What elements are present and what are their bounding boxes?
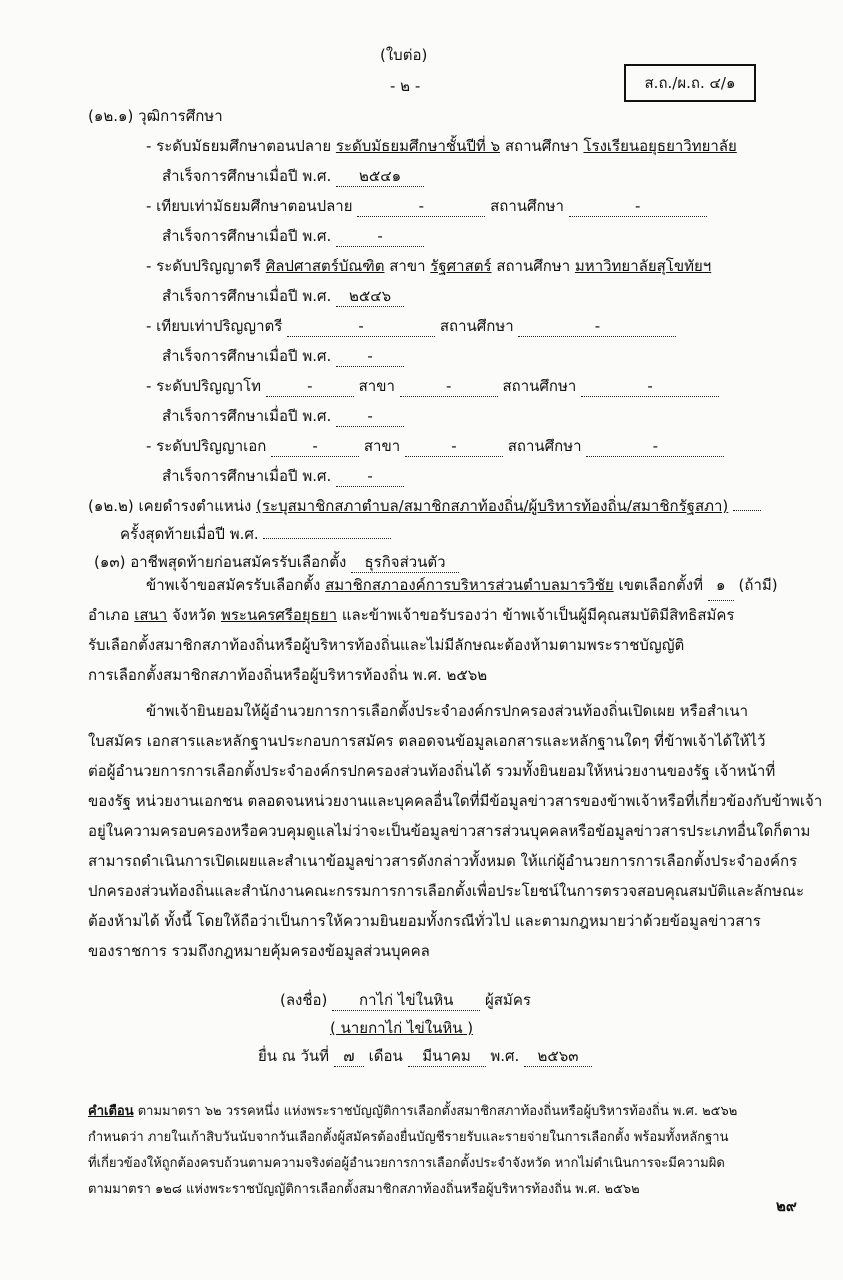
declaration-amphoe: เสนา <box>134 606 168 624</box>
secondary-row <box>146 136 737 156</box>
major-label: สาขา <box>389 257 426 275</box>
warning-line-4: ตามมาตรา ๑๒๘ แห่งพระราชบัญญัติการเลือกตั้งสมาชิกสภาท้องถิ่นหรือผู้บริหารท้องถิ่น พ.ศ. ๒๕๖๒ <box>88 1182 640 1197</box>
master-major: - <box>400 376 498 397</box>
bachelor-equiv-year: - <box>336 346 404 367</box>
institution-label: สถานศึกษา <box>490 197 564 215</box>
warning-line-2: กำหนดว่า ภายในเก้าสิบวันนับจากวันเลือกตั้งผู้สมัครต้องยื่นบัญชีรายรับและรายจ่ายในการเลือกตั้ง พร้อมทั้งหลักฐาน <box>88 1130 729 1145</box>
consent-line: ของรัฐ หน่วยงานเอกชน ตลอดจนหน่วยงานและบุคคลอื่นใดที่มีข้อมูลข่าวสารของข้าพเจ้าหรือที่เกี่ยวข้องกับข้าพเจ้า <box>88 792 823 810</box>
position-row <box>88 496 761 516</box>
secondary-year-row <box>162 166 424 187</box>
secondary-institution-label: สถานศึกษา <box>504 137 579 155</box>
secondary-equiv-institution: - <box>569 196 707 217</box>
declaration-district-no: ๑ <box>708 570 734 601</box>
consent-line: ของราชการ รวมถึงกฎหมายคุ้มครองข้อมูลส่วนบุคคล <box>88 942 430 960</box>
warning-label: คำเตือน <box>88 1104 134 1119</box>
education-heading: (๑๒.๑) วุฒิการศึกษา <box>88 107 223 125</box>
year-label: พ.ศ. <box>490 1047 520 1065</box>
doctorate-year: - <box>336 466 404 487</box>
master-degree: - <box>266 376 354 397</box>
bachelor-equiv-value: - <box>287 316 435 337</box>
institution-label: สถานศึกษา <box>496 257 571 275</box>
institution-label: สถานศึกษา <box>502 377 577 395</box>
declaration-text: อำเภอ <box>88 606 130 624</box>
year-label: สำเร็จการศึกษาเมื่อปี พ.ศ. <box>162 167 332 185</box>
signer-full-name <box>330 1018 473 1038</box>
bachelor-row <box>146 256 711 276</box>
consent-line: อยู่ในความครอบครองหรือควบคุมดูแลไม่ว่าจะเป็นข้อมูลข่าวสารส่วนบุคคลหรือข้อมูลข่าวสารประเภทอื่นใดก็ตาม <box>88 822 811 840</box>
declaration-text: เขตเลือกตั้งที่ <box>618 576 703 594</box>
declaration-line-3: รับเลือกตั้งสมาชิกสภาท้องถิ่นหรือผู้บริหารท้องถิ่นและไม่มีลักษณะต้องห้ามตามพระราชบัญญัติ <box>88 636 685 654</box>
master-year-row <box>162 406 404 427</box>
secondary-year: ๒๕๔๑ <box>336 166 424 187</box>
consent-line: สามารถดำเนินการเปิดเผยและสำเนาข้อมูลข่าวสารดังกล่าวทั้งหมด ให้แก่ผู้อำนวยการการเลือกตั้งประจำองค์กร <box>88 852 798 870</box>
master-institution: - <box>581 376 719 397</box>
consent-line: ใบสมัคร เอกสารและหลักฐานประกอบการสมัคร ตลอดจนข้อมูลเอกสารและหลักฐานใดๆ ที่ข้าพเจ้าได้ให้ไว้ <box>88 732 766 750</box>
position-last-year-label: ครั้งสุดท้ายเมื่อปี พ.ศ. <box>120 525 259 543</box>
consent-line: ข้าพเจ้ายินยอมให้ผู้อำนวยการการเลือกตั้งประจำองค์กรปกครองส่วนท้องถิ่นเปิดเผย หรือสำเนา <box>146 702 749 720</box>
declaration-line-4: การเลือกตั้งสมาชิกสภาท้องถิ่นหรือผู้บริหารท้องถิ่น พ.ศ. ๒๕๖๒ <box>88 666 488 684</box>
declaration-text: ข้าพเจ้าขอสมัครรับเลือกตั้ง <box>146 576 321 594</box>
submission-day: ๗ <box>334 1046 364 1067</box>
bachelor-equiv-year-row <box>162 346 404 367</box>
signature-text: กาไก่ ไข่ในหิน <box>332 990 480 1011</box>
master-year: - <box>336 406 404 427</box>
secondary-equiv-value: - <box>357 196 485 217</box>
submission-month: มีนาคม <box>408 1046 486 1067</box>
doctorate-year-row <box>162 466 404 487</box>
continued-label: (ใบต่อ) <box>380 46 428 64</box>
bachelor-year: ๒๕๔๖ <box>336 286 404 307</box>
doctorate-major: - <box>405 436 503 457</box>
occupation-value: ธุรกิจส่วนตัว <box>351 552 459 573</box>
month-label: เดือน <box>368 1047 403 1065</box>
bachelor-equiv-row <box>146 316 676 337</box>
doctorate-degree: - <box>271 436 359 457</box>
institution-label: สถานศึกษา <box>507 437 582 455</box>
year-label: สำเร็จการศึกษาเมื่อปี พ.ศ. <box>162 467 332 485</box>
secondary-equiv-year: - <box>336 226 424 247</box>
position-blank <box>733 510 761 511</box>
year-label: สำเร็จการศึกษาเมื่อปี พ.ศ. <box>162 347 332 365</box>
secondary-institution: โรงเรียนอยุธยาวิทยาลัย <box>583 137 737 155</box>
position-heading: (๑๒.๒) เคยดำรงตำแหน่ง <box>88 497 252 515</box>
bachelor-label: - ระดับปริญญาตรี <box>146 257 261 275</box>
declaration-text: (ถ้ามี) <box>738 576 778 594</box>
master-row <box>146 376 719 397</box>
declaration-province: พระนครศรีอยุธยา <box>220 606 338 624</box>
warning-line-3: ที่เกี่ยวข้องให้ถูกต้องครบถ้วนตามความจริงต่อผู้อำนวยการการเลือกตั้งประจำจังหวัด หากไม่ดำเนินการจะมีความผิด <box>88 1156 725 1171</box>
declaration-line-1 <box>146 570 778 601</box>
declaration-text: จังหวัด <box>172 606 217 624</box>
position-note: (ระบุสมาชิกสภาตำบล/สมาชิกสภาท้องถิ่น/ผู้บริหารท้องถิ่น/สมาชิกรัฐสภา) <box>256 497 729 515</box>
doctorate-row <box>146 436 724 457</box>
warning-text: ตามมาตรา ๖๒ วรรคหนึ่ง แห่งพระราชบัญญัติการเลือกตั้งสมาชิกสภาท้องถิ่นหรือผู้บริหารท้องถิ่น พ.ศ. ๒๕๖๒ <box>137 1104 738 1119</box>
consent-line: ต้องห้ามได้ ทั้งนี้ โดยให้ถือว่าเป็นการให้ความยินยอมทั้งกรณีทั่วไป และตามกฎหมายว่าด้วยข้อมูลข่าวสาร <box>88 912 761 930</box>
consent-line: ปกครองส่วนท้องถิ่นและสำนักงานคณะกรรมการการเลือกตั้งเพื่อประโยชน์ในการตรวจสอบคุณสมบัติและลักษณะ <box>88 882 805 900</box>
signer-role: ผู้สมัคร <box>484 991 531 1009</box>
warning-line-1 <box>88 1099 788 1125</box>
secondary-equiv-row <box>146 196 707 217</box>
secondary-equiv-year-row <box>162 226 424 247</box>
doctorate-institution: - <box>586 436 724 457</box>
secondary-level: ระดับมัธยมศึกษาชั้นปีที่ ๖ <box>335 137 501 155</box>
form-code: ส.ถ./ผ.ถ. ๔/๑ <box>624 64 756 102</box>
submission-date-row <box>258 1046 592 1067</box>
bachelor-year-row <box>162 286 404 307</box>
consent-line: ต่อผู้อำนวยการการเลือกตั้งประจำองค์กรปกครองส่วนท้องถิ่นได้ รวมทั้งยินยอมให้หน่วยงานของรัฐ เจ้าหน้าที่ <box>88 762 776 780</box>
major-label: สาขา <box>363 437 401 455</box>
year-label: สำเร็จการศึกษาเมื่อปี พ.ศ. <box>162 407 332 425</box>
doctorate-label: - ระดับปริญญาเอก <box>146 437 267 455</box>
bachelor-institution: มหาวิทยาลัยสุโขทัยฯ <box>574 257 712 275</box>
position-year-row <box>120 524 391 544</box>
declaration-line-2 <box>88 600 734 630</box>
major-label: สาขา <box>358 377 395 395</box>
institution-label: สถานศึกษา <box>439 317 514 335</box>
bachelor-major: รัฐศาสตร์ <box>430 257 492 275</box>
declaration-text: และข้าพเจ้าขอรับรองว่า ข้าพเจ้าเป็นผู้มีคุณสมบัติมีสิทธิสมัคร <box>341 606 735 624</box>
date-label: ยื่น ณ วันที่ <box>258 1047 330 1065</box>
year-label: สำเร็จการศึกษาเมื่อปี พ.ศ. <box>162 287 332 305</box>
full-name-text: ( นายกาไก่ ไข่ในหิน ) <box>330 1019 474 1037</box>
secondary-equiv-label: - เทียบเท่ามัธยมศึกษาตอนปลาย <box>146 197 353 215</box>
declaration-position: สมาชิกสภาองค์การบริหารส่วนตำบลมารวิชัย <box>325 576 614 594</box>
year-label: สำเร็จการศึกษาเมื่อปี พ.ศ. <box>162 227 332 245</box>
secondary-label: - ระดับมัธยมศึกษาตอนปลาย <box>146 137 332 155</box>
bachelor-equiv-institution: - <box>518 316 676 337</box>
bachelor-degree: ศิลปศาสตร์บัณฑิต <box>265 257 385 275</box>
position-last-year-blank <box>263 538 391 539</box>
occupation-heading: (๑๓) อาชีพสุดท้ายก่อนสมัครรับเลือกตั้ง <box>94 553 347 571</box>
signature-row <box>280 990 531 1011</box>
master-label: - ระดับปริญญาโท <box>146 377 262 395</box>
submission-year: ๒๕๖๓ <box>524 1046 592 1067</box>
sign-label: (ลงชื่อ) <box>280 991 328 1009</box>
page-number: - ๒ - <box>390 77 421 95</box>
footer-page-number: ๒๙ <box>776 1197 797 1215</box>
bachelor-equiv-label: - เทียบเท่าปริญญาตรี <box>146 317 283 335</box>
